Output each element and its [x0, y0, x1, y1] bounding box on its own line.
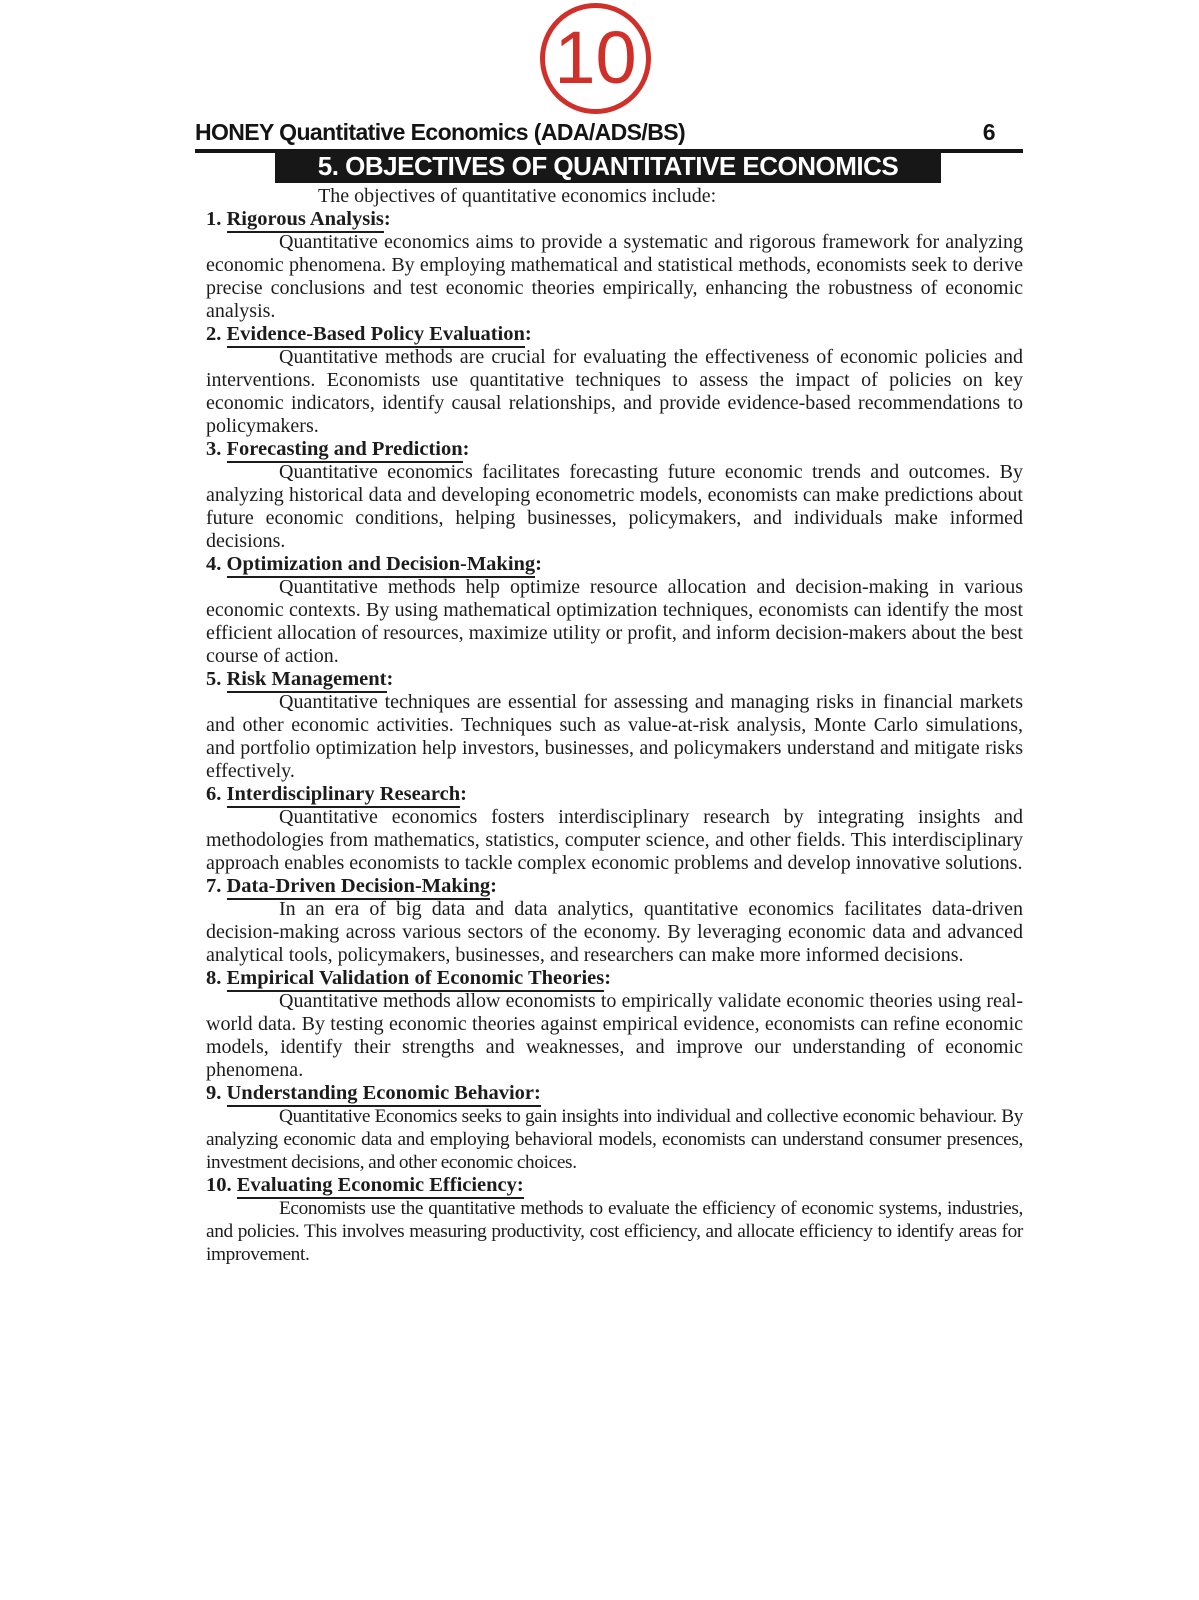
objective-heading [206, 438, 1023, 461]
objective-title: Understanding Economic Behavior: [227, 1082, 541, 1107]
objective-title: Rigorous Analysis [227, 208, 384, 233]
objectives-list [206, 208, 1023, 1266]
objective-heading-colon: : [535, 553, 542, 575]
objective-title: Empirical Validation of Economic Theories [227, 967, 605, 992]
objective-heading-colon: : [462, 438, 470, 460]
page-number: 6 [982, 119, 995, 145]
objective-body: Quantitative methods allow economists to empirically validate economic theories using real-world data. By testing economic theories against empirical evidence, economists can refine economic models, identify their strengths and weaknesses, and improve our understanding of economic phenomena. [206, 990, 1023, 1081]
objective-number: 2. [206, 323, 222, 345]
objective-section [206, 553, 1023, 668]
objective-number: 6. [206, 783, 222, 805]
document-content [206, 185, 1023, 1266]
objective-heading [206, 1174, 1023, 1197]
objective-heading-colon: : [460, 783, 467, 805]
objective-section [206, 967, 1023, 1082]
objective-heading [206, 875, 1023, 898]
objective-heading-colon: : [383, 208, 391, 230]
page-badge-circle [540, 3, 651, 114]
objective-heading-colon: : [386, 668, 394, 690]
objective-title: Forecasting and Prediction [227, 438, 463, 463]
objective-section [206, 438, 1023, 553]
objective-heading-colon: : [490, 875, 497, 897]
objective-section [206, 875, 1023, 967]
objective-body: Economists use the quantitative methods to evaluate the efficiency of economic systems, industries, and policies. This involves measuring productivity, cost efficiency, and allocate efficiency to identify areas for improvement. [206, 1198, 1023, 1265]
objective-title: Risk Management [227, 668, 387, 693]
objective-section [206, 783, 1023, 875]
objective-body: Quantitative methods are crucial for evaluating the effectiveness of economic policies and interventions. Economists use quantitative techniques to assess the impact of policies on key economic indicators, identify causal relationships, and provide evidence-based recommendations to policymakers. [206, 346, 1023, 437]
page-header [195, 119, 1023, 153]
objective-title: Evidence-Based Policy Evaluation [227, 323, 525, 348]
objective-body: Quantitative economics fosters interdisciplinary research by integrating insights and methodologies from mathematics, statistics, computer science, and other fields. This interdisciplinary approach enables economists to tackle complex economic problems and develop innovative solutions. [206, 806, 1023, 874]
objective-number: 5. [206, 668, 222, 690]
objective-heading [206, 1082, 1023, 1105]
objective-heading [206, 553, 1023, 576]
objective-body: Quantitative economics aims to provide a systematic and rigorous framework for analyzing economic phenomena. By employing mathematical and statistical methods, economists seek to derive precise conclusions and test economic theories empirically, enhancing the robustness of economic analysis. [206, 231, 1023, 322]
chapter-title-banner: 5. OBJECTIVES OF QUANTITATIVE ECONOMICS [275, 150, 941, 183]
objective-title: Data-Driven Decision-Making [227, 875, 491, 900]
objective-section [206, 1082, 1023, 1174]
objective-section [206, 323, 1023, 438]
objective-body: Quantitative methods help optimize resource allocation and decision-making in various economic contexts. By using mathematical optimization techniques, economists can identify the most efficient allocation of resources, maximize utility or profit, and inform decision-makers about the best course of action. [206, 576, 1023, 667]
objective-number: 10. [206, 1174, 232, 1196]
objective-title: Interdisciplinary Research [227, 783, 461, 808]
objective-heading-colon: : [524, 323, 532, 345]
intro-line: The objectives of quantitative economics include: [318, 185, 717, 207]
objective-heading-colon: : [604, 967, 612, 989]
objective-body: Quantitative economics facilitates forecasting future economic trends and outcomes. By analyzing historical data and developing econometric models, economists can make predictions about future economic conditions, helping businesses, policymakers, and individuals make informed decisions. [206, 461, 1023, 552]
objective-number: 3. [206, 438, 222, 460]
objective-heading [206, 967, 1023, 990]
objective-title: Optimization and Decision-Making [227, 553, 536, 578]
objective-body: Quantitative Economics seeks to gain insights into individual and collective economic behaviour. By analyzing economic data and employing behavioral models, economists can understand consumer presences, investment decisions, and other economic choices. [206, 1106, 1023, 1173]
objective-heading [206, 783, 1023, 806]
objective-heading [206, 668, 1023, 691]
objective-number: 4. [206, 553, 222, 575]
objective-number: 9. [206, 1082, 222, 1104]
objective-heading [206, 323, 1023, 346]
objective-number: 8. [206, 967, 222, 989]
objective-title: Evaluating Economic Efficiency: [237, 1174, 524, 1199]
header-title: HONEY Quantitative Economics (ADA/ADS/BS) [195, 119, 686, 145]
objective-body: In an era of big data and data analytics, quantitative economics facilitates data-driven decision-making across various sectors of the economy. By leveraging economic data and advanced analytical tools, policymakers, businesses, and researchers can make more informed decisions. [206, 898, 1023, 966]
page-badge-number: 10 [554, 15, 637, 99]
objective-section [206, 668, 1023, 783]
objective-body: Quantitative techniques are essential for assessing and managing risks in financial markets and other economic activities. Techniques such as value-at-risk analysis, Monte Carlo simulations, and portfolio optimization help investors, businesses, and policymakers understand and mitigate risks effectively. [206, 691, 1023, 782]
objective-heading [206, 208, 1023, 231]
objective-section [206, 1174, 1023, 1266]
objective-number: 7. [206, 875, 222, 897]
objective-section [206, 208, 1023, 323]
objective-number: 1. [206, 208, 222, 230]
